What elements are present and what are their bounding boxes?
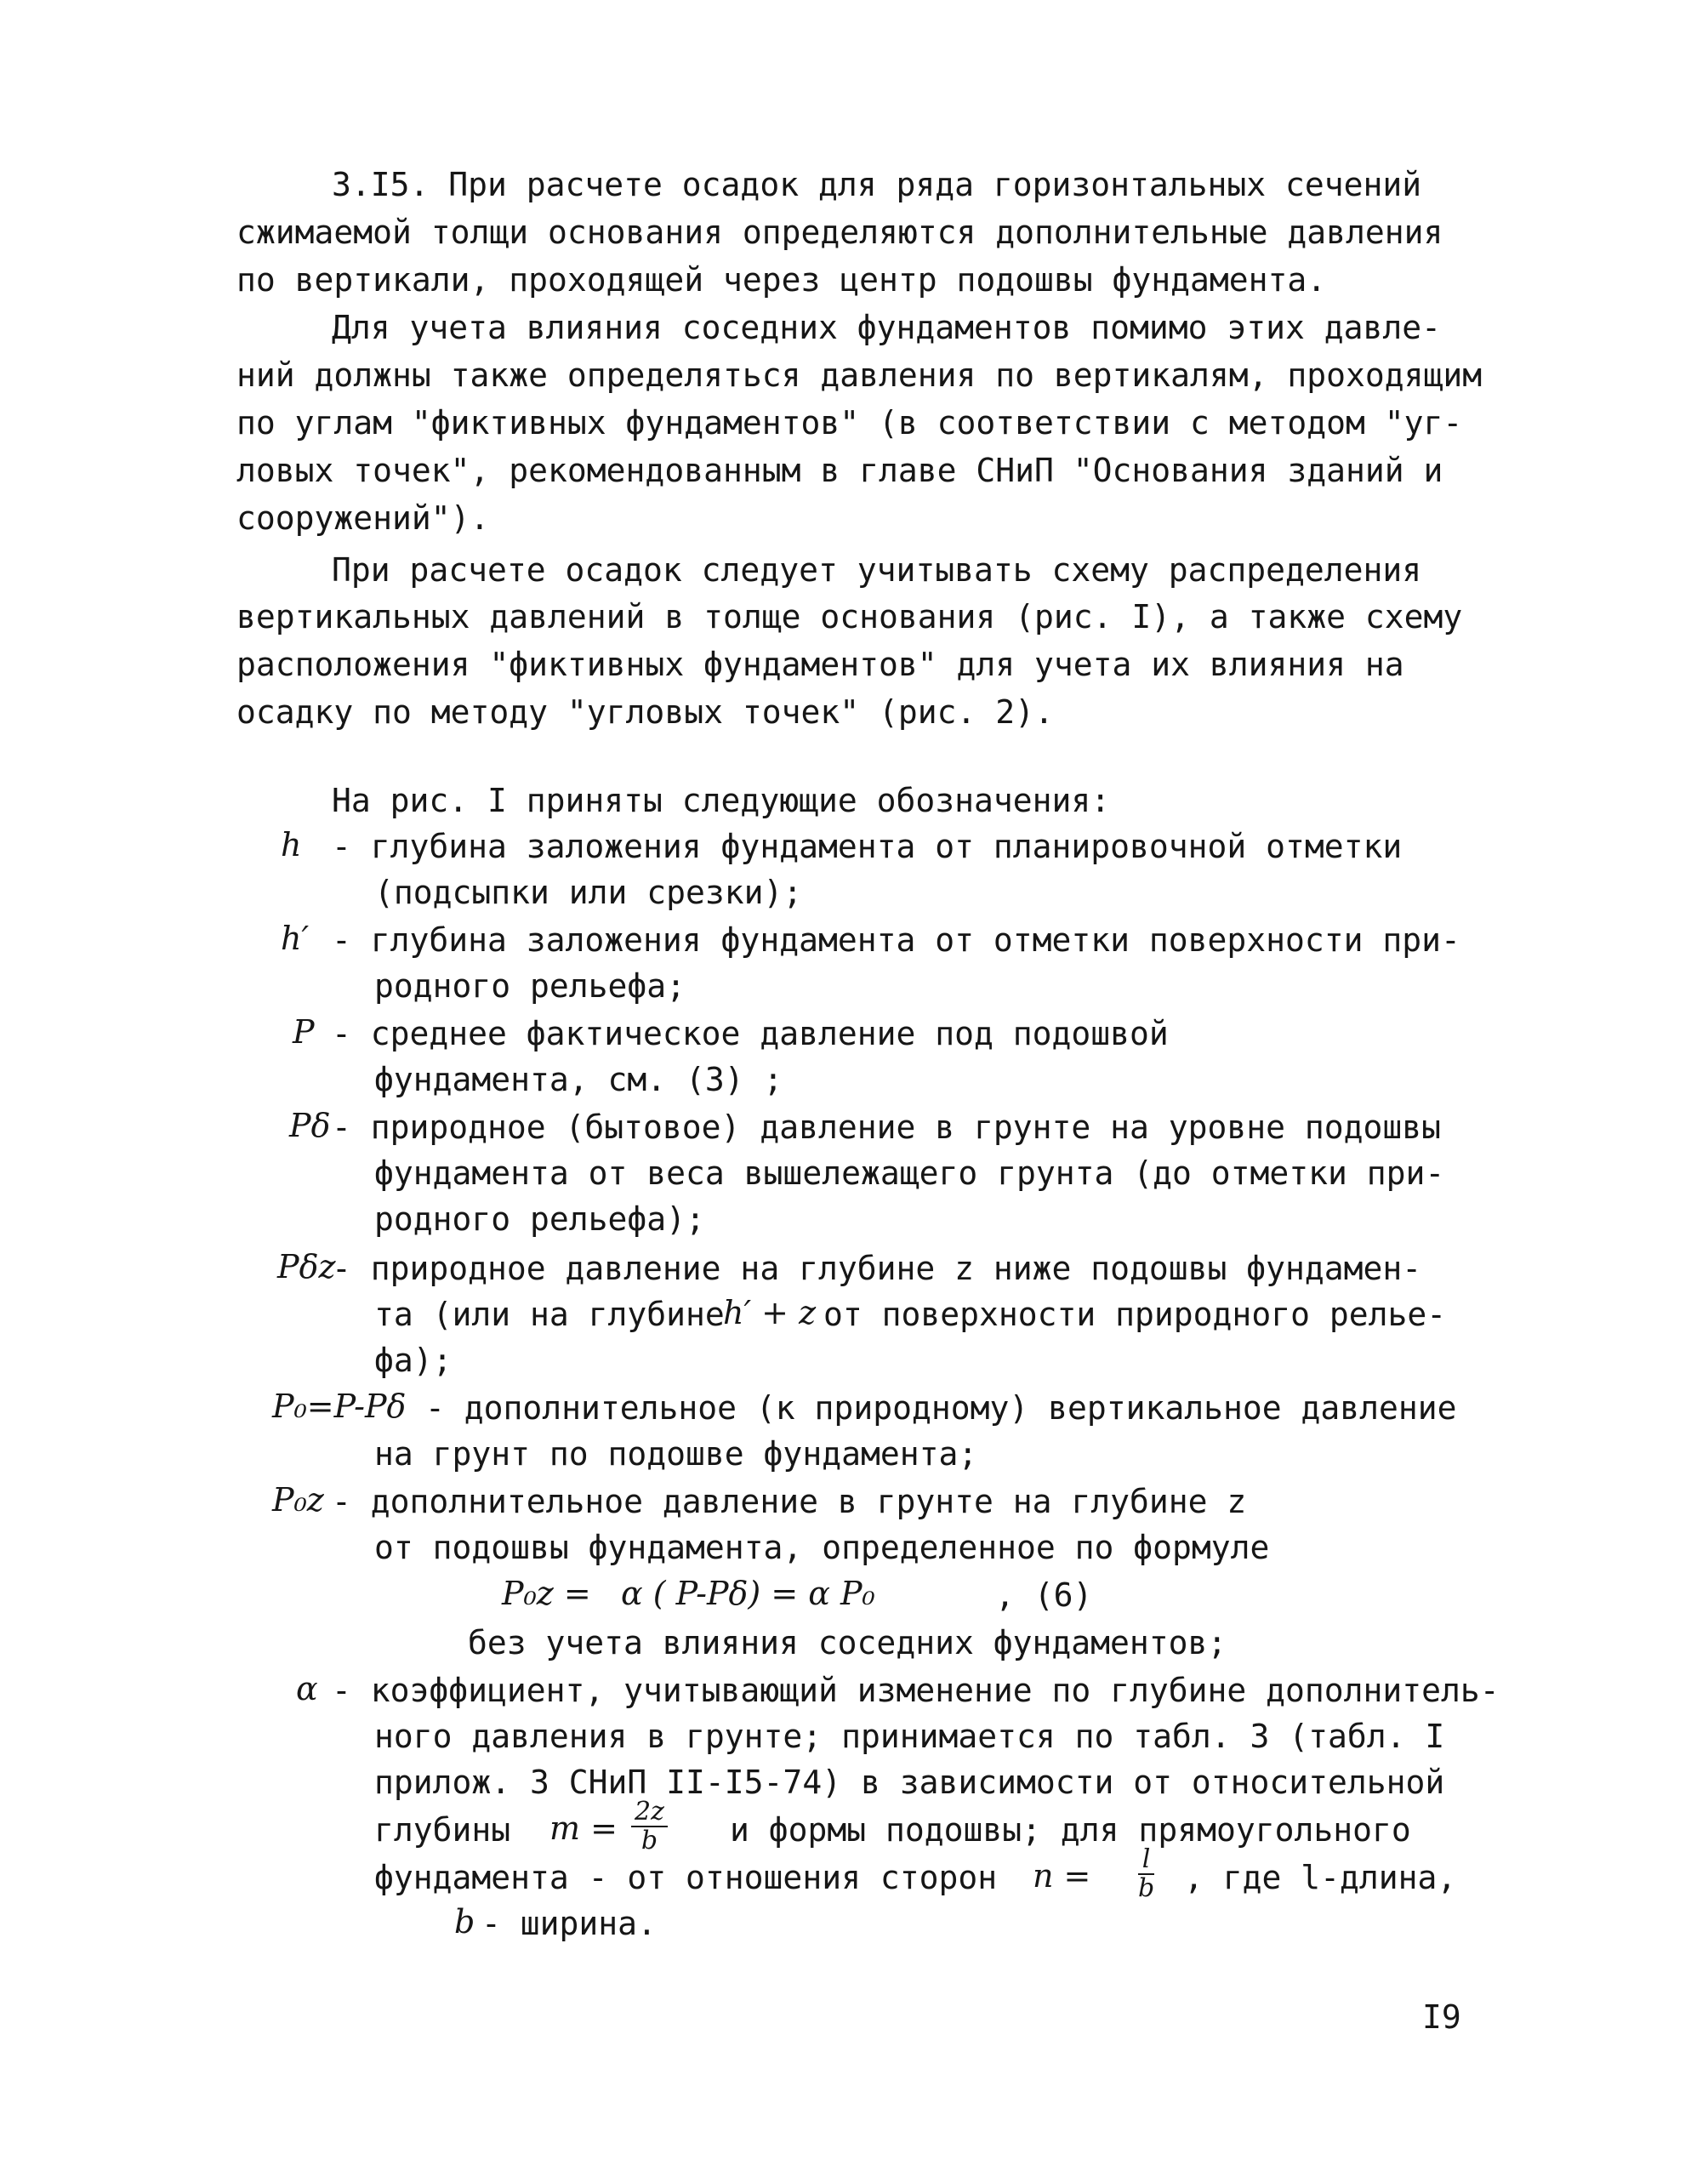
legend-p-delta-z-line-1: - природное давление на глубине z ниже подошвы фундамен- bbox=[332, 1250, 1422, 1287]
formula-expression: α ( P-Pδ) = α P₀ bbox=[621, 1575, 875, 1612]
depth-label: глубины bbox=[374, 1811, 511, 1849]
legend-p-line-2: фундамента, см. (3) ; bbox=[374, 1061, 783, 1098]
paragraph-3-15-line-3: по вертикали, проходящей через центр подошвы фундамента. bbox=[236, 261, 1327, 299]
formula-lhs: P₀z = bbox=[502, 1575, 591, 1612]
legend-inline-expression: h′ + z bbox=[723, 1294, 817, 1331]
m-symbol: m = bbox=[549, 1809, 618, 1847]
legend-h-line-2: (подсыпки или срезки); bbox=[374, 874, 803, 911]
n-fraction bbox=[1138, 1846, 1154, 1902]
legend-p-delta-z-line-2: та (или на глубине bbox=[374, 1296, 725, 1333]
legend-alpha-line-1: - коэффициент, учитывающий изменение по глубине дополнитель- bbox=[332, 1672, 1500, 1709]
legend-p0-line-1: - дополнительное (к природному) вертикальное давление bbox=[425, 1389, 1457, 1427]
b-symbol: b bbox=[454, 1903, 475, 1941]
legend-p-delta-z-line-4: фа); bbox=[374, 1342, 453, 1379]
after-m-text: и формы подошвы; для прямоугольного bbox=[730, 1811, 1411, 1849]
m-fraction bbox=[631, 1798, 668, 1855]
legend-symbol-p-delta: Pδ bbox=[289, 1107, 331, 1144]
formula-number: , (6) bbox=[995, 1576, 1093, 1614]
legend-p-delta-line-2: фундамента от веса вышележащего грунта (до отметки при- bbox=[374, 1154, 1445, 1192]
legend-p-delta-z-line-3: от поверхности природного релье- bbox=[823, 1296, 1447, 1333]
legend-p-delta-line-3: родного рельефа); bbox=[374, 1200, 705, 1238]
paragraph-2-line-3: по углам "фиктивных фундаментов" (в соответствии с методом "уг- bbox=[236, 404, 1463, 442]
paragraph-3-line-2: вертикальных давлений в толще основания (рис. I), а также схему bbox=[236, 598, 1463, 635]
legend-symbol-p0-definition: P₀=P-Pδ bbox=[272, 1388, 407, 1425]
paragraph-2-line-4: ловых точек", рекомендованным в главе СНиП "Основания зданий и bbox=[236, 452, 1443, 489]
legend-symbol-h-prime: h′ bbox=[281, 920, 310, 957]
legend-alpha-line-2: ного давления в грунте; принимается по табл. 3 (табл. I bbox=[374, 1718, 1445, 1755]
legend-h-line-1: - глубина заложения фундамента от планировочной отметки bbox=[332, 828, 1403, 865]
paragraph-3-15-line-2: сжимаемой толщи основания определяются дополнительные давления bbox=[236, 214, 1443, 251]
paragraph-2-line-1: Для учета влияния соседних фундаментов помимо этих давле- bbox=[332, 309, 1442, 346]
legend-intro: На рис. I приняты следующие обозначения: bbox=[332, 782, 1111, 819]
legend-alpha-line-3: прилож. 3 СНиП II-I5-74) в зависимости от относительной bbox=[374, 1764, 1445, 1801]
legend-p-line-1: - среднее фактическое давление под подошвой bbox=[332, 1015, 1169, 1052]
legend-symbol-p-delta-z: Pδz bbox=[277, 1248, 336, 1285]
legend-h-prime-line-2: родного рельефа; bbox=[374, 967, 686, 1005]
n-symbol: n = bbox=[1033, 1857, 1091, 1895]
n-denominator: b bbox=[1138, 1873, 1155, 1903]
after-n-text: , где l-длина, bbox=[1184, 1859, 1457, 1896]
page-number: I9 bbox=[1422, 1998, 1461, 2036]
m-numerator: 2z bbox=[631, 1798, 668, 1827]
found-label: фундамента - от отношения сторон bbox=[374, 1859, 998, 1896]
paragraph-3-line-3: расположения "фиктивных фундаментов" для учета их влияния на bbox=[236, 646, 1404, 683]
paragraph-2-line-2: ний должны также определяться давления по вертикалям, проходящим bbox=[236, 356, 1483, 394]
n-numerator: l bbox=[1138, 1846, 1154, 1875]
legend-symbol-p0z: P₀z bbox=[272, 1481, 324, 1519]
paragraph-2-line-5: сооружений"). bbox=[236, 499, 490, 537]
legend-p0z-line-1: - дополнительное давление в грунте на глубине z bbox=[332, 1483, 1247, 1520]
paragraph-3-15-line-1: 3.I5. При расчете осадок для ряда горизонтальных сечений bbox=[332, 166, 1422, 203]
legend-symbol-alpha: α bbox=[296, 1670, 318, 1707]
legend-h-prime-line-1: - глубина заложения фундамента от отметки поверхности при- bbox=[332, 921, 1460, 959]
b-description: - ширина. bbox=[481, 1905, 657, 1942]
paragraph-3-line-1: При расчете осадок следует учитывать схему распределения bbox=[332, 551, 1422, 589]
paragraph-3-line-4: осадку по методу "угловых точек" (рис. 2). bbox=[236, 693, 1054, 731]
legend-p0-line-2: на грунт по подошве фундамента; bbox=[374, 1435, 978, 1473]
legend-p0z-line-2: от подошвы фундамента, определенное по формуле bbox=[374, 1529, 1270, 1566]
after-formula-text: без учета влияния соседних фундаментов; bbox=[468, 1624, 1227, 1661]
legend-p-delta-line-1: - природное (бытовое) давление в грунте на уровне подошвы bbox=[332, 1108, 1442, 1146]
legend-symbol-h: h bbox=[281, 826, 302, 863]
m-denominator: b bbox=[640, 1826, 658, 1855]
legend-symbol-p: P bbox=[293, 1013, 315, 1051]
